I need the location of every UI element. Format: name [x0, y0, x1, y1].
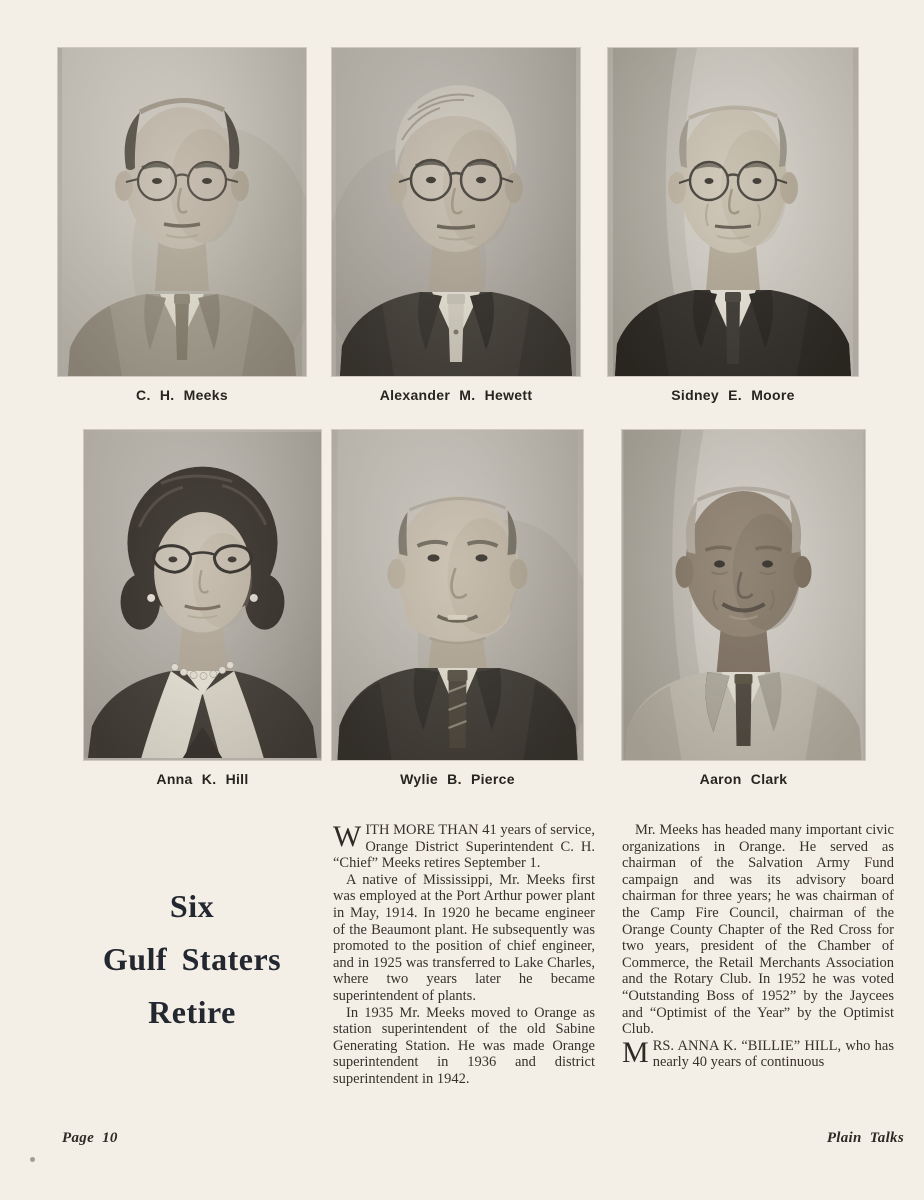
portrait-photo-pierce: [332, 430, 583, 760]
dropcap-m: M: [622, 1035, 649, 1069]
portrait-photo-hewett: [332, 48, 580, 376]
figure-meeks: [58, 48, 306, 403]
portrait-illustration-clark: [622, 430, 865, 760]
dropcap-w: W: [333, 820, 362, 853]
paragraph-meeks-orange: In 1935 Mr. Meeks moved to Orange as station superintendent of the old Sabine Generating Station. He was made Orange superintendent in 1936 and district superintendent in 1942.: [333, 1004, 595, 1087]
paragraph-meeks-intro: WITH MORE THAN 41 years of service, Orange District Superintendent C. H. “Chief” Meeks retires September 1.: [333, 820, 595, 872]
article-title-line-1: Six: [169, 888, 215, 924]
article-column-2: [622, 822, 894, 1071]
publication-name: Plain Talks: [826, 1130, 904, 1146]
portrait-illustration-meeks: [58, 48, 306, 376]
paragraph-meeks-civic: Mr. Meeks has headed many important civic organizations in Orange. He served as chairman of the Salvation Army Fund campaign and was its advisory board chairman for three years; he was chairman of the Camp Fire Council, chairman of the Orange County Chapter of the Red Cross for two years, president of the Chamber of Commerce, the Retail Merchants Association and the Rotary Club. In 1952 he was voted “Outstanding Boss of 1952” by the Jaycees and “Optimist of the Year” by the Optimist Club.: [622, 822, 894, 1038]
paragraph-meeks-career: A native of Mississippi, Mr. Meeks first was employed at the Port Arthur power plant in May, 1914. In 1920 he became engineer of the Beaumont plant. He subsequently was promoted to the position of chief engineer, and in 1925 was transferred to Lake Charles, where two years later he became superintendent of plants.: [333, 871, 595, 1004]
page-number: Page 10: [62, 1130, 118, 1146]
figure-hewett: [332, 48, 580, 403]
figure-clark: [622, 430, 865, 787]
figure-pierce: [332, 430, 583, 787]
article-title-line-2: Gulf Staters: [102, 941, 282, 977]
article-column-1: [333, 822, 595, 1088]
portrait-caption-pierce: Wylie B. Pierce: [400, 771, 515, 787]
paragraph-hill-intro: MRS. ANNA K. “BILLIE” HILL, who has nearly 40 years of continuous: [622, 1035, 894, 1071]
portrait-photo-moore: [608, 48, 858, 376]
portrait-photo-hill: [84, 430, 321, 760]
portrait-illustration-moore: [608, 48, 858, 376]
ink-speck: [30, 1157, 35, 1162]
portrait-caption-moore: Sidney E. Moore: [671, 387, 795, 403]
figure-moore: [608, 48, 858, 403]
portrait-caption-clark: Aaron Clark: [699, 771, 788, 787]
portrait-illustration-hill: [84, 430, 321, 760]
portrait-illustration-hewett: [332, 48, 580, 376]
portrait-caption-hill: Anna K. Hill: [156, 771, 249, 787]
portrait-caption-hewett: Alexander M. Hewett: [379, 387, 533, 403]
portrait-illustration-pierce: [332, 430, 583, 760]
figure-hill: [84, 430, 321, 787]
portrait-photo-clark: [622, 430, 865, 760]
article-title-line-3: Retire: [148, 994, 236, 1030]
portrait-photo-meeks: [58, 48, 306, 376]
article-title: [48, 880, 336, 1039]
portrait-caption-meeks: C. H. Meeks: [136, 387, 228, 403]
